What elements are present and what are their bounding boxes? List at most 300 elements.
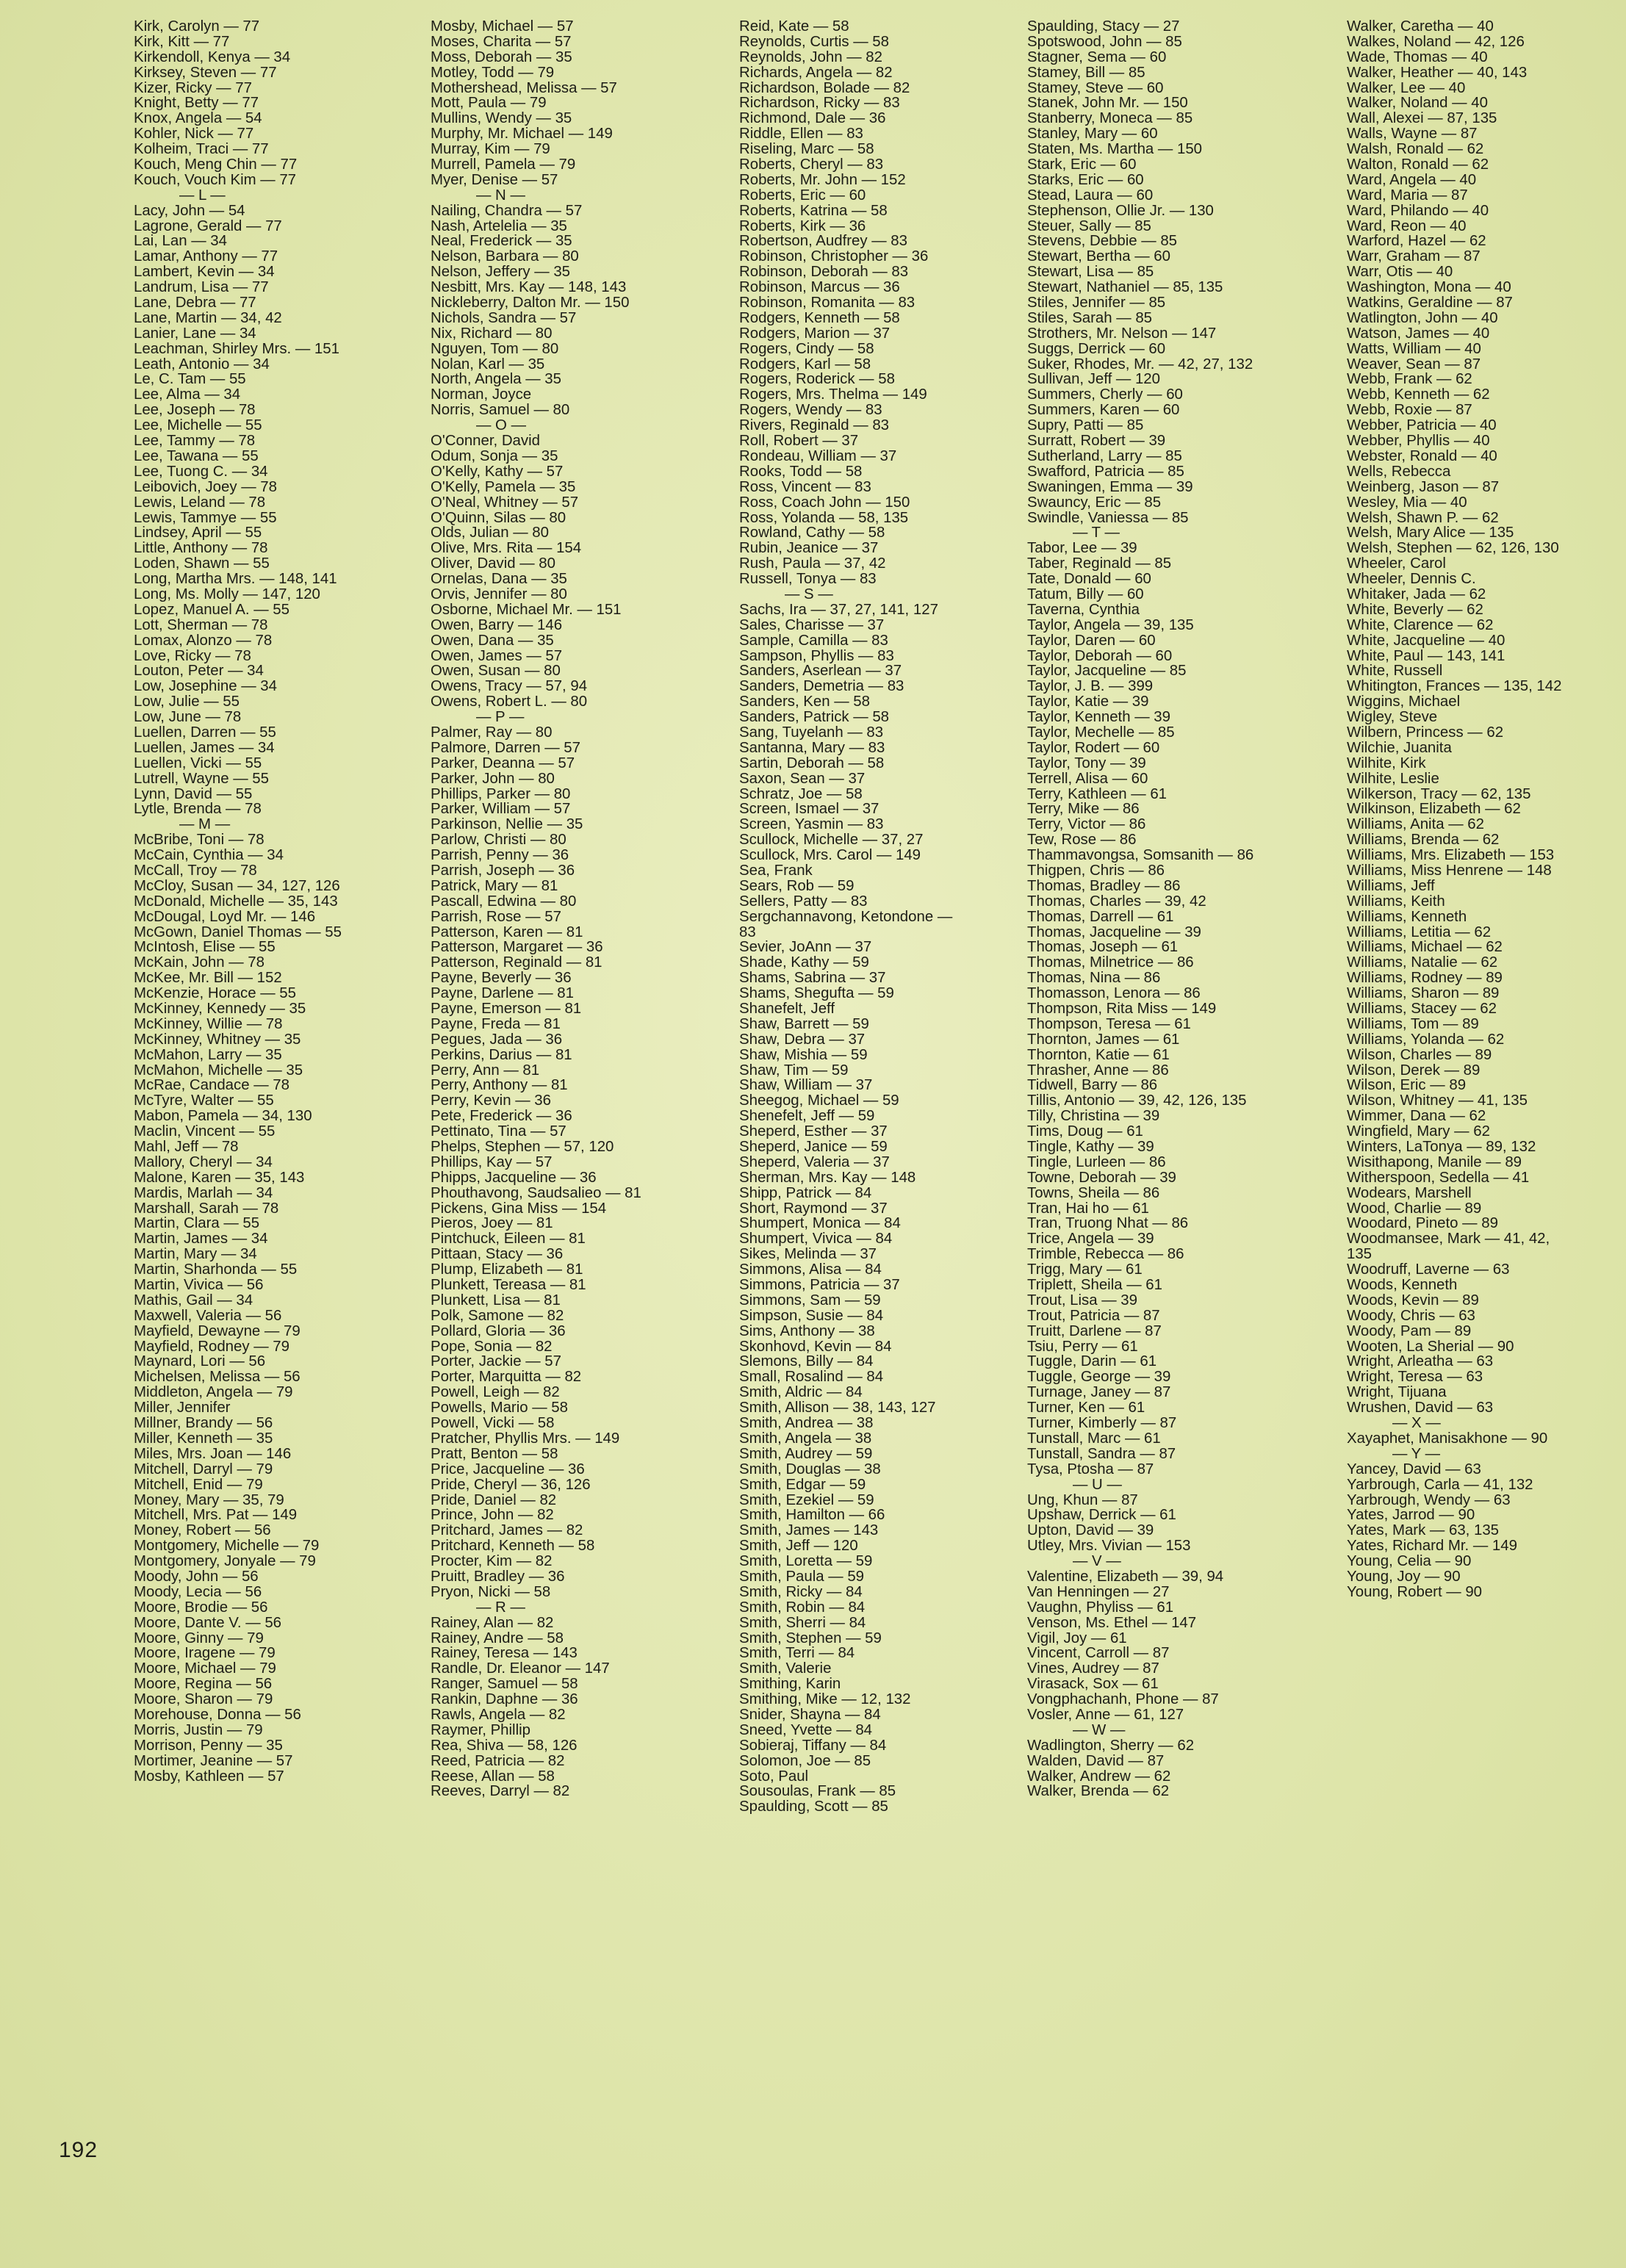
index-entry: Pegues, Jada — 36	[431, 1031, 563, 1048]
index-entry: Ung, Khun — 87	[1027, 1491, 1138, 1508]
index-entry: Young, Celia — 90	[1347, 1553, 1472, 1570]
index-entry: Robinson, Christopher — 36	[739, 248, 929, 265]
index-entry: Palmore, Darren — 57	[431, 739, 580, 756]
index-entry: Trout, Lisa — 39	[1027, 1292, 1137, 1308]
index-entry: Ross, Yolanda — 58, 135	[739, 509, 909, 526]
index-entry: Low, Josephine — 34	[134, 678, 277, 695]
index-entry: Mosby, Kathleen — 57	[134, 1768, 284, 1785]
index-entry: Simmons, Patricia — 37	[739, 1277, 900, 1294]
index-entry: Venson, Ms. Ethel — 147	[1027, 1614, 1197, 1631]
index-entry: Suker, Rhodes, Mr. — 42, 27, 132	[1027, 356, 1253, 372]
index-entry: Turnage, Janey — 87	[1027, 1384, 1171, 1401]
index-entry: Montgomery, Jonyale — 79	[134, 1553, 316, 1570]
index-entry: Robertson, Audfrey — 83	[739, 233, 907, 250]
index-entry: Sartin, Deborah — 58	[739, 755, 885, 771]
index-entry: Robinson, Marcus — 36	[739, 279, 900, 296]
index-entry: Virasack, Sox — 61	[1027, 1676, 1159, 1693]
index-entry: Trigg, Mary — 61	[1027, 1261, 1143, 1278]
index-entry: Shaw, Tim — 59	[739, 1062, 849, 1079]
index-entry: Moses, Charita — 57	[431, 33, 572, 50]
index-entry: Weinberg, Jason — 87	[1347, 478, 1500, 495]
index-entry: 135	[1347, 1246, 1373, 1263]
index-entry: Riddle, Ellen — 83	[739, 126, 863, 143]
index-entry: Taylor, Daren — 60	[1027, 632, 1156, 649]
index-entry: Millner, Brandy — 56	[134, 1415, 273, 1432]
index-entry: Lambert, Kevin — 34	[134, 264, 275, 281]
index-entry: Richardson, Bolade — 82	[739, 79, 910, 96]
index-entry: McMahon, Michelle — 35	[134, 1062, 303, 1079]
index-entry: Washington, Mona — 40	[1347, 279, 1511, 296]
index-entry: Upshaw, Derrick — 61	[1027, 1507, 1176, 1524]
index-entry: Wells, Rebecca	[1347, 463, 1451, 480]
index-entry: Sales, Charisse — 37	[739, 616, 885, 633]
index-entry: Ross, Vincent — 83	[739, 478, 871, 495]
index-entry: Wright, Arleatha — 63	[1347, 1353, 1494, 1370]
index-entry: Walton, Ronald — 62	[1347, 156, 1489, 173]
index-entry: Leibovich, Joey — 78	[134, 478, 277, 495]
index-entry: Montgomery, Michelle — 79	[134, 1538, 320, 1555]
index-entry: Williams, Mrs. Elizabeth — 153	[1347, 847, 1555, 864]
index-entry: Russell, Tonya — 83	[739, 571, 877, 588]
index-entry: Owens, Tracy — 57, 94	[431, 678, 588, 695]
index-entry: Tate, Donald — 60	[1027, 571, 1151, 588]
index-entry: Wisithapong, Manile — 89	[1347, 1153, 1522, 1170]
index-entry: Thompson, Rita Miss — 149	[1027, 1001, 1217, 1017]
index-entry: Webb, Kenneth — 62	[1347, 386, 1490, 403]
index-entry: Tunstall, Sandra — 87	[1027, 1445, 1176, 1462]
index-entry: Rea, Shiva — 58, 126	[431, 1737, 578, 1754]
index-entry: Roll, Robert — 37	[739, 433, 859, 450]
index-entry: Porter, Marquitta — 82	[431, 1369, 582, 1386]
index-entry: Wiggins, Michael	[1347, 694, 1461, 710]
index-entry: Thomas, Darrell — 61	[1027, 908, 1174, 925]
index-entry: Le, C. Tam — 55	[134, 371, 246, 388]
index-entry: Kouch, Meng Chin — 77	[134, 156, 298, 173]
index-entry: Miller, Kenneth — 35	[134, 1430, 273, 1447]
index-entry: Williams, Brenda — 62	[1347, 832, 1500, 849]
index-entry: Wall, Alexei — 87, 135	[1347, 110, 1497, 127]
index-entry: O'Neal, Whitney — 57	[431, 494, 579, 511]
index-entry: Ornelas, Dana — 35	[431, 571, 567, 588]
index-entry: McDonald, Michelle — 35, 143	[134, 893, 338, 910]
index-entry: Money, Robert — 56	[134, 1522, 271, 1539]
index-entry: Parker, William — 57	[431, 801, 571, 818]
index-entry: McIntosh, Elise — 55	[134, 939, 276, 956]
index-entry: Polk, Samone — 82	[431, 1307, 564, 1324]
index-entry: Lewis, Tammye — 55	[134, 509, 277, 526]
index-entry: Pieros, Joey — 81	[431, 1215, 553, 1232]
index-entry: O'Kelly, Pamela — 35	[431, 478, 576, 495]
index-entry: Walker, Andrew — 62	[1027, 1768, 1171, 1785]
index-entry: Tingle, Kathy — 39	[1027, 1139, 1154, 1156]
index-entry: O'Quinn, Silas — 80	[431, 509, 566, 526]
index-entry: Lopez, Manuel A. — 55	[134, 601, 289, 618]
index-column-2	[431, 19, 641, 1799]
index-entry: Wilchie, Juanita	[1347, 739, 1452, 756]
index-entry: Taylor, Angela — 39, 135	[1027, 616, 1194, 633]
index-entry: Osborne, Michael Mr. — 151	[431, 601, 622, 618]
index-entry: Truitt, Darlene — 87	[1027, 1322, 1162, 1339]
index-entry: Taverna, Cynthia	[1027, 601, 1140, 618]
index-entry: Patterson, Reginald — 81	[431, 954, 602, 971]
index-entry: Michelsen, Melissa — 56	[134, 1369, 301, 1386]
index-entry: Mothershead, Melissa — 57	[431, 79, 617, 96]
index-entry: Parrish, Joseph — 36	[431, 862, 575, 879]
index-entry: Spaulding, Stacy — 27	[1027, 18, 1180, 35]
index-entry: Stephenson, Ollie Jr. — 130	[1027, 202, 1214, 219]
index-entry: Smith, Sherri — 84	[739, 1614, 866, 1631]
index-entry: Staten, Ms. Martha — 150	[1027, 141, 1202, 158]
index-entry: Triplett, Sheila — 61	[1027, 1277, 1162, 1294]
index-entry: Stamey, Bill — 85	[1027, 64, 1145, 81]
index-entry: Tuggle, Darin — 61	[1027, 1353, 1157, 1370]
index-entry: Smith, Aldric — 84	[739, 1384, 863, 1401]
index-entry: Phillips, Parker — 80	[431, 785, 571, 802]
index-entry: Tingle, Lurleen — 86	[1027, 1153, 1166, 1170]
page-number: 192	[59, 2138, 98, 2162]
index-entry: Martin, Sharhonda — 55	[134, 1261, 298, 1278]
index-entry: White, Russell	[1347, 663, 1443, 680]
index-entry: Santanna, Mary — 83	[739, 739, 885, 756]
index-entry: Terrell, Alisa — 60	[1027, 770, 1148, 787]
index-entry: Welsh, Mary Alice — 135	[1347, 525, 1514, 541]
index-entry: Lott, Sherman — 78	[134, 616, 268, 633]
index-entry: Taylor, Mechelle — 85	[1027, 724, 1175, 741]
index-entry: Wilkerson, Tracy — 62, 135	[1347, 785, 1531, 802]
index-entry: Leath, Antonio — 34	[134, 356, 270, 372]
index-entry: White, Jacqueline — 40	[1347, 632, 1506, 649]
index-entry: Smith, Terri — 84	[739, 1645, 855, 1662]
index-entry: Reynolds, John — 82	[739, 48, 882, 65]
index-entry: McDougal, Loyd Mr. — 146	[134, 908, 316, 925]
index-entry: Swaningen, Emma — 39	[1027, 478, 1193, 495]
index-entry: Walker, Heather — 40, 143	[1347, 64, 1528, 81]
index-entry: Turner, Kimberly — 87	[1027, 1415, 1177, 1432]
index-entry: Loden, Shawn — 55	[134, 555, 270, 572]
index-entry: Pickens, Gina Miss — 154	[431, 1200, 607, 1217]
index-entry: Odum, Sonja — 35	[431, 447, 558, 464]
index-entry: Warford, Hazel — 62	[1347, 233, 1486, 250]
index-entry: Morehouse, Donna — 56	[134, 1706, 301, 1723]
index-entry: Norman, Joyce	[431, 386, 532, 403]
index-entry: Yates, Jarrod — 90	[1347, 1507, 1475, 1524]
index-entry: Lane, Martin — 34, 42	[134, 309, 282, 326]
index-entry: Richards, Angela — 82	[739, 64, 893, 81]
index-entry: Smith, Ezekiel — 59	[739, 1491, 874, 1508]
index-entry: Parrish, Penny — 36	[431, 847, 569, 864]
index-entry: Pettinato, Tina — 57	[431, 1123, 566, 1140]
index-entry: Kirkendoll, Kenya — 34	[134, 48, 291, 65]
index-entry: Vincent, Carroll — 87	[1027, 1645, 1170, 1662]
letter-heading: — X —	[1392, 1415, 1441, 1432]
index-entry: Spotswood, John — 85	[1027, 33, 1182, 50]
index-entry: Sheegog, Michael — 59	[739, 1092, 899, 1109]
index-entry: Sanders, Patrick — 58	[739, 709, 889, 726]
index-entry: Woods, Kevin — 89	[1347, 1292, 1479, 1308]
index-entry: Rogers, Roderick — 58	[739, 371, 895, 388]
index-entry: Thornton, James — 61	[1027, 1031, 1180, 1048]
index-entry: Lanier, Lane — 34	[134, 325, 256, 342]
index-entry: Price, Jacqueline — 36	[431, 1461, 585, 1477]
index-entry: Taylor, Deborah — 60	[1027, 647, 1173, 664]
index-entry: Riseling, Marc — 58	[739, 141, 874, 158]
index-entry: Murrell, Pamela — 79	[431, 156, 576, 173]
index-entry: Williams, Rodney — 89	[1347, 970, 1503, 987]
index-entry: Mitchell, Mrs. Pat — 149	[134, 1507, 298, 1524]
letter-heading: — P —	[476, 709, 525, 726]
index-entry: Pollard, Gloria — 36	[431, 1322, 566, 1339]
index-entry: Rodgers, Marion — 37	[739, 325, 891, 342]
letter-heading: — Y —	[1392, 1445, 1440, 1462]
index-entry: Smith, Angela — 38	[739, 1430, 872, 1447]
index-entry: Pruitt, Bradley — 36	[431, 1568, 565, 1585]
index-entry: Sullivan, Jeff — 120	[1027, 371, 1160, 388]
index-entry: Williams, Stacey — 62	[1347, 1001, 1497, 1017]
index-column-4	[1027, 19, 1253, 1799]
index-entry: Williams, Sharon — 89	[1347, 985, 1500, 1002]
index-entry: Murray, Kim — 79	[431, 141, 550, 158]
letter-heading: — S —	[785, 586, 833, 602]
index-entry: Pride, Cheryl — 36, 126	[431, 1476, 591, 1493]
index-entry: Louton, Peter — 34	[134, 663, 264, 680]
index-entry: Maxwell, Valeria — 56	[134, 1307, 282, 1324]
index-entry: Raymer, Phillip	[431, 1721, 530, 1738]
index-entry: Moody, John — 56	[134, 1568, 259, 1585]
index-entry: Walker, Noland — 40	[1347, 95, 1488, 112]
index-entry: Olive, Mrs. Rita — 154	[431, 540, 582, 557]
index-entry: Winters, LaTonya — 89, 132	[1347, 1139, 1536, 1156]
index-entry: Nash, Artelelia — 35	[431, 217, 567, 234]
index-entry: Smith, Andrea — 38	[739, 1415, 874, 1432]
index-entry: Wigley, Steve	[1347, 709, 1438, 726]
index-entry: Smith, Ricky — 84	[739, 1583, 863, 1600]
index-entry: Landrum, Lisa — 77	[134, 279, 269, 296]
index-entry: Kizer, Ricky — 77	[134, 79, 252, 96]
index-entry: Smith, Allison — 38, 143, 127	[739, 1400, 936, 1416]
index-entry: Wilson, Charles — 89	[1347, 1046, 1492, 1063]
index-entry: Plump, Elizabeth — 81	[431, 1261, 583, 1278]
index-entry: Martin, James — 34	[134, 1231, 268, 1248]
index-entry: Wheeler, Carol	[1347, 555, 1446, 572]
index-entry: Smith, Robin — 84	[739, 1599, 866, 1616]
index-entry: Towns, Sheila — 86	[1027, 1184, 1160, 1201]
index-entry: Walden, David — 87	[1027, 1752, 1165, 1769]
index-entry: Sea, Frank	[739, 862, 813, 879]
index-entry: Lacy, John — 54	[134, 202, 245, 219]
index-entry: Procter, Kim — 82	[431, 1553, 553, 1570]
index-entry: Stead, Laura — 60	[1027, 187, 1154, 204]
index-entry: Supry, Patti — 85	[1027, 417, 1144, 434]
index-entry: Yates, Mark — 63, 135	[1347, 1522, 1500, 1539]
index-entry: North, Angela — 35	[431, 371, 561, 388]
index-entry: Palmer, Ray — 80	[431, 724, 553, 741]
index-entry: Williams, Letitia — 62	[1347, 924, 1492, 940]
index-entry: Lewis, Leland — 78	[134, 494, 266, 511]
index-entry: Towne, Deborah — 39	[1027, 1169, 1176, 1186]
index-entry: Perry, Ann — 81	[431, 1062, 540, 1079]
index-entry: Mortimer, Jeanine — 57	[134, 1752, 293, 1769]
index-entry: Webb, Frank — 62	[1347, 371, 1472, 388]
index-entry: Wingfield, Mary — 62	[1347, 1123, 1490, 1140]
index-entry: Wright, Tijuana	[1347, 1384, 1447, 1401]
index-entry: Luellen, Vicki — 55	[134, 755, 262, 771]
index-entry: Knight, Betty — 77	[134, 95, 259, 112]
index-entry: Morrison, Penny — 35	[134, 1737, 283, 1754]
index-entry: Rogers, Wendy — 83	[739, 402, 882, 419]
index-entry: Oliver, David — 80	[431, 555, 555, 572]
index-entry: Skonhovd, Kevin — 84	[739, 1338, 892, 1355]
index-entry: Tabor, Lee — 39	[1027, 540, 1137, 557]
index-entry: Moore, Iragene — 79	[134, 1645, 276, 1662]
index-entry: Sears, Rob — 59	[739, 877, 855, 894]
index-entry: Webb, Roxie — 87	[1347, 402, 1472, 419]
index-entry: Woodruff, Laverne — 63	[1347, 1261, 1510, 1278]
index-entry: Williams, Tom — 89	[1347, 1015, 1479, 1032]
index-entry: Walker, Caretha — 40	[1347, 18, 1494, 35]
index-entry: Nelson, Barbara — 80	[431, 248, 579, 265]
index-entry: Young, Joy — 90	[1347, 1568, 1461, 1585]
index-entry: Trout, Patricia — 87	[1027, 1307, 1160, 1324]
index-entry: Tysa, Ptosha — 87	[1027, 1461, 1154, 1477]
index-entry: Taber, Reginald — 85	[1027, 555, 1172, 572]
index-entry: Norris, Samuel — 80	[431, 402, 570, 419]
index-entry: Rainey, Andre — 58	[431, 1630, 564, 1646]
index-entry: Schratz, Joe — 58	[739, 785, 863, 802]
index-entry: Williams, Kenneth	[1347, 908, 1467, 925]
index-entry: Tuggle, George — 39	[1027, 1369, 1171, 1386]
index-entry: Whitaker, Jada — 62	[1347, 586, 1486, 602]
index-entry: Trimble, Rebecca — 86	[1027, 1246, 1184, 1263]
index-entry: Yancey, David — 63	[1347, 1461, 1481, 1477]
index-entry: Ward, Angela — 40	[1347, 171, 1477, 188]
index-entry: Parkinson, Nellie — 35	[431, 816, 583, 833]
index-entry: Whitington, Frances — 135, 142	[1347, 678, 1562, 695]
index-entry: Martin, Clara — 55	[134, 1215, 260, 1232]
letter-heading: — M —	[179, 816, 231, 833]
index-entry: McGown, Daniel Thomas — 55	[134, 924, 342, 940]
index-entry: Summers, Karen — 60	[1027, 402, 1180, 419]
index-entry: Robinson, Romanita — 83	[739, 295, 915, 312]
index-entry: Roberts, Eric — 60	[739, 187, 866, 204]
index-entry: Sikes, Melinda — 37	[739, 1246, 877, 1263]
index-entry: Parrish, Rose — 57	[431, 908, 561, 925]
index-entry: Williams, Yolanda — 62	[1347, 1031, 1505, 1048]
index-entry: Thrasher, Anne — 86	[1027, 1062, 1169, 1079]
index-entry: Owens, Robert L. — 80	[431, 694, 588, 710]
index-entry: Patterson, Karen — 81	[431, 924, 583, 940]
index-entry: Stanek, John Mr. — 150	[1027, 95, 1188, 112]
index-entry: Sherman, Mrs. Kay — 148	[739, 1169, 916, 1186]
index-entry: Sanders, Aserlean — 37	[739, 663, 902, 680]
index-entry: Pratt, Benton — 58	[431, 1445, 558, 1462]
index-entry: Summers, Cherly — 60	[1027, 386, 1183, 403]
index-entry: Turner, Ken — 61	[1027, 1400, 1145, 1416]
index-entry: Stark, Eric — 60	[1027, 156, 1137, 173]
index-entry: Mathis, Gail — 34	[134, 1292, 253, 1308]
index-entry: Moody, Lecia — 56	[134, 1583, 262, 1600]
index-entry: Moss, Deborah — 35	[431, 48, 572, 65]
index-entry: McKain, John — 78	[134, 954, 265, 971]
index-entry: Powell, Vicki — 58	[431, 1415, 555, 1432]
index-entry: Thomas, Bradley — 86	[1027, 877, 1181, 894]
index-entry: Shumpert, Monica — 84	[739, 1215, 901, 1232]
index-entry: Reid, Kate — 58	[739, 18, 849, 35]
index-entry: Thammavongsa, Somsanith — 86	[1027, 847, 1254, 864]
index-entry: Taylor, Jacqueline — 85	[1027, 663, 1187, 680]
index-entry: Pintchuck, Eileen — 81	[431, 1231, 586, 1248]
index-entry: Lee, Michelle — 55	[134, 417, 262, 434]
index-entry: Spaulding, Scott — 85	[739, 1799, 888, 1815]
index-entry: Sheperd, Valeria — 37	[739, 1153, 890, 1170]
index-entry: 83	[739, 924, 756, 940]
index-entry: Lindsey, April — 55	[134, 525, 262, 541]
index-entry: Nichols, Sandra — 57	[431, 309, 577, 326]
index-entry: Tidwell, Barry — 86	[1027, 1077, 1158, 1094]
index-entry: Vines, Audrey — 87	[1027, 1660, 1159, 1677]
index-entry: Mardis, Marlah — 34	[134, 1184, 273, 1201]
index-entry: Sanders, Ken — 58	[739, 694, 870, 710]
index-entry: Roberts, Mr. John — 152	[739, 171, 906, 188]
index-entry: Rainey, Alan — 82	[431, 1614, 554, 1631]
index-entry: Webber, Phyllis — 40	[1347, 433, 1490, 450]
index-entry: Warr, Otis — 40	[1347, 264, 1453, 281]
index-entry: Moore, Brodie — 56	[134, 1599, 268, 1616]
index-entry: Welsh, Stephen — 62, 126, 130	[1347, 540, 1559, 557]
index-entry: McCain, Cynthia — 34	[134, 847, 284, 864]
index-entry: Rawls, Angela — 82	[431, 1706, 566, 1723]
index-entry: Ranger, Samuel — 58	[431, 1676, 578, 1693]
index-entry: Mabon, Pamela — 34, 130	[134, 1108, 312, 1125]
index-entry: Scullock, Michelle — 37, 27	[739, 832, 924, 849]
index-entry: Starks, Eric — 60	[1027, 171, 1144, 188]
index-entry: Shaw, Mishia — 59	[739, 1046, 868, 1063]
index-entry: Smith, Paula — 59	[739, 1568, 865, 1585]
index-entry: Long, Martha Mrs. — 148, 141	[134, 571, 337, 588]
index-entry: Shams, Shegufta — 59	[739, 985, 894, 1002]
index-entry: Wrushen, David — 63	[1347, 1400, 1494, 1416]
letter-heading: — L —	[179, 187, 226, 204]
index-entry: Wilbern, Princess — 62	[1347, 724, 1504, 741]
index-entry: Lane, Debra — 77	[134, 295, 256, 312]
index-entry: McTyre, Walter — 55	[134, 1092, 274, 1109]
index-entry: McKinney, Kennedy — 35	[134, 1001, 306, 1017]
index-entry: Watson, James — 40	[1347, 325, 1490, 342]
index-entry: Webber, Patricia — 40	[1347, 417, 1497, 434]
index-entry: O'Conner, David	[431, 433, 540, 450]
index-entry: Phillips, Kay — 57	[431, 1153, 553, 1170]
index-entry: Maclin, Vincent — 55	[134, 1123, 276, 1140]
index-entry: Wade, Thomas — 40	[1347, 48, 1488, 65]
index-entry: Ward, Maria — 87	[1347, 187, 1468, 204]
index-entry: White, Paul — 143, 141	[1347, 647, 1506, 664]
index-entry: Rodgers, Kenneth — 58	[739, 309, 900, 326]
index-entry: Kouch, Vouch Kim — 77	[134, 171, 297, 188]
index-entry: Watlington, John — 40	[1347, 309, 1498, 326]
index-column-1	[134, 19, 342, 1784]
index-entry: Thompson, Teresa — 61	[1027, 1015, 1191, 1032]
index-entry: Myer, Denise — 57	[431, 171, 558, 188]
index-entry: Wood, Charlie — 89	[1347, 1200, 1482, 1217]
index-entry: Simpson, Susie — 84	[739, 1307, 884, 1324]
index-entry: Saxon, Sean — 37	[739, 770, 866, 787]
index-entry: Vigil, Joy — 61	[1027, 1630, 1127, 1646]
index-entry: Payne, Freda — 81	[431, 1015, 561, 1032]
index-entry: Smith, Douglas — 38	[739, 1461, 881, 1477]
index-entry: Wilson, Whitney — 41, 135	[1347, 1092, 1528, 1109]
index-entry: McCall, Troy — 78	[134, 862, 257, 879]
index-entry: Wooten, La Sherial — 90	[1347, 1338, 1514, 1355]
index-entry: Phipps, Jacqueline — 36	[431, 1169, 597, 1186]
